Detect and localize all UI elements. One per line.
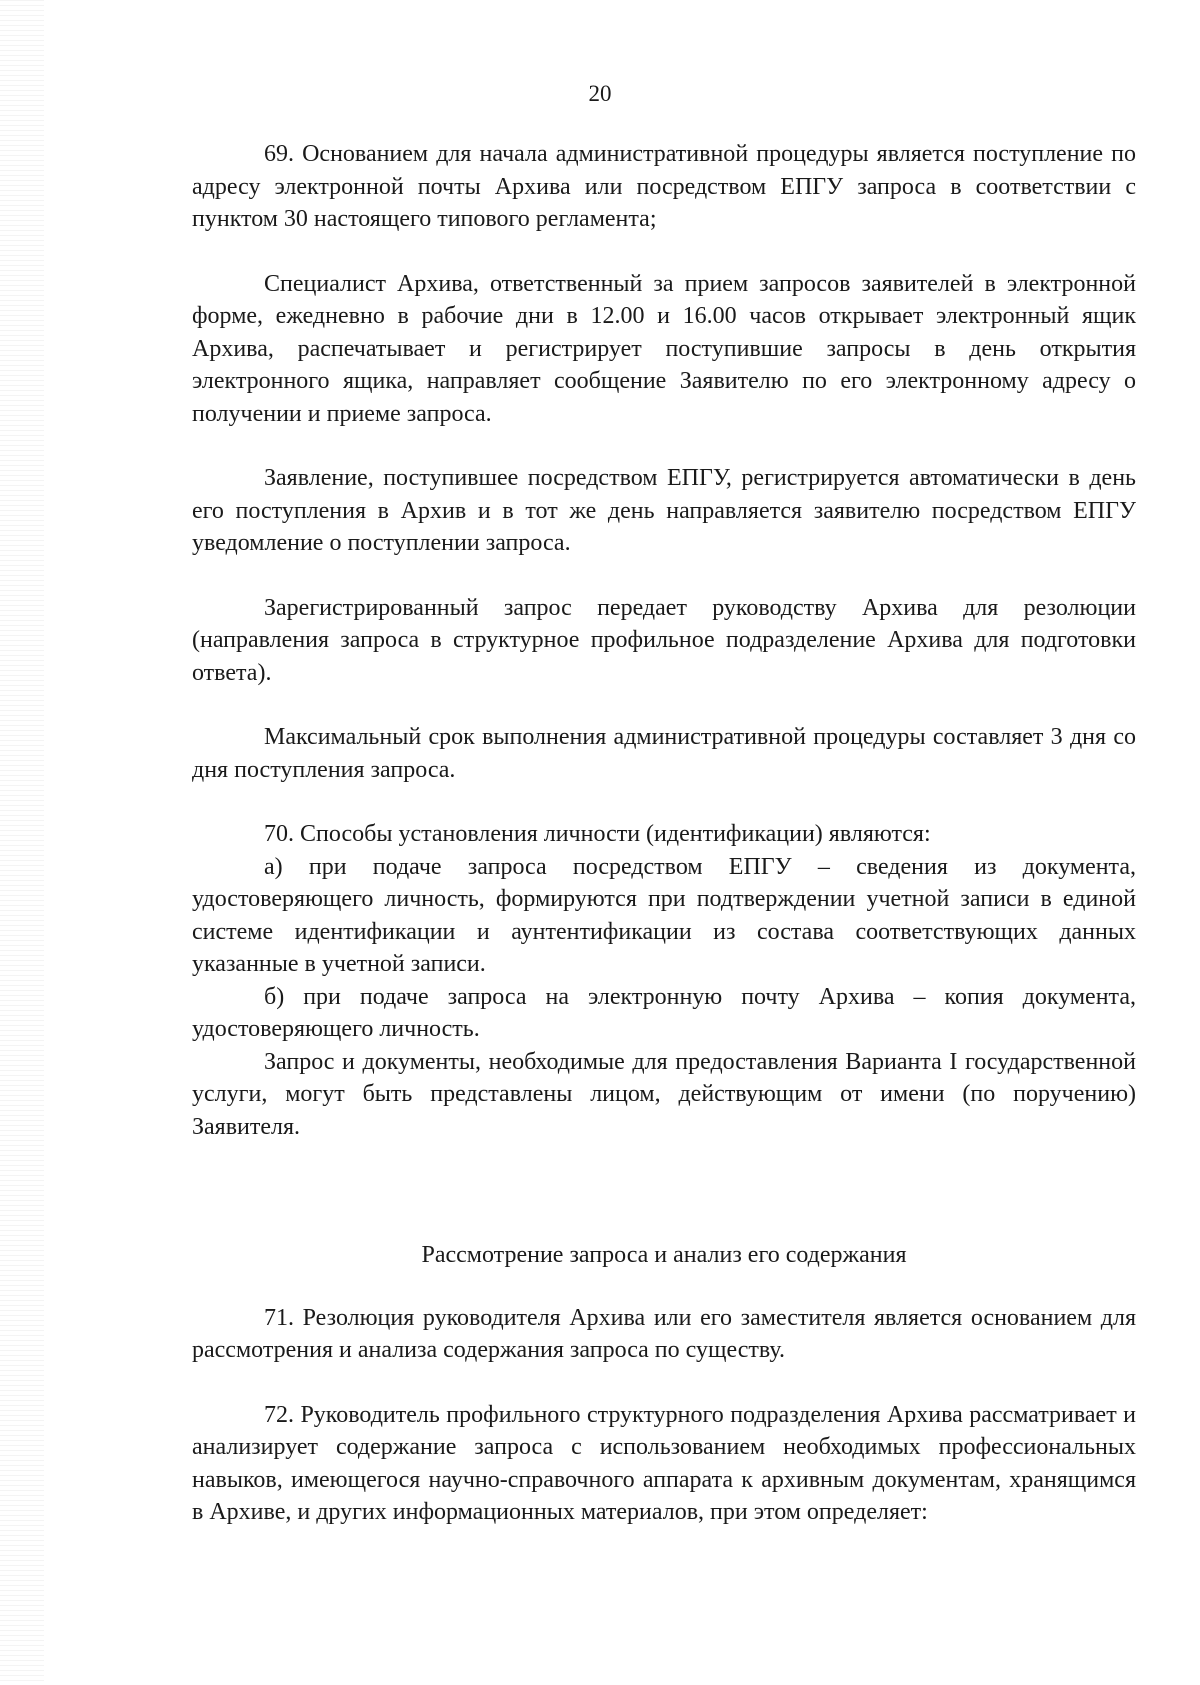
paragraph-max-term: Максимальный срок выполнения административной процедуры составляет 3 дня со дня поступления запроса. (192, 724, 1136, 783)
paragraph-72: 72. Руководитель профильного структурного подразделения Архива рассматривает и анализирует содержание запроса с использованием необходимых профессиональных навыков, имеющегося научно-справочного аппарата к архивным документам, хранящимся в Архиве, и других информационных материалов, при этом определяет: (192, 1401, 1136, 1525)
paragraph-statement: Заявление, поступившее посредством ЕПГУ, регистрируется автоматически в день его поступления в Архив и в тот же день направляется заявителю посредством ЕПГУ уведомление о поступлении запроса. (192, 465, 1136, 556)
paragraph-70b: б) при подаче запроса на электронную почту Архива – копия документа, удостоверяющего личность. (192, 983, 1136, 1042)
page-number: 20 (588, 81, 612, 106)
paragraph-71: 71. Резолюция руководителя Архива или его заместителя является основанием для рассмотрения и анализа содержания запроса по существу. (192, 1304, 1136, 1363)
scan-edge-artifact (0, 0, 44, 1685)
section-heading: Рассмотрение запроса и анализ его содержания (421, 1242, 907, 1268)
document-body (192, 138, 1136, 1529)
paragraph-70c: Запрос и документы, необходимые для предоставления Варианта I государственной услуги, могут быть представлены лицом, действующим от имени (по поручению) Заявителя. (192, 1048, 1136, 1140)
paragraph-registered: Зарегистрированный запрос передает руководству Архива для резолюции (направления запроса в структурное профильное подразделение Архива для подготовки ответа). (192, 594, 1136, 686)
paragraph-70: 70. Способы установления личности (идентификации) являются: (264, 821, 931, 847)
paragraph-70a: а) при подаче запроса посредством ЕПГУ – сведения из документа, удостоверяющего личность, формируются при подтверждении учетной записи в единой системе идентификации и аунтентификации из состава соответствующих данных указанные в учетной записи. (192, 853, 1136, 977)
paragraph-69: 69. Основанием для начала административной процедуры является поступление по адресу электронной почты Архива или посредством ЕПГУ запроса в соответствии с пунктом 30 настоящего типового регламента; (192, 141, 1136, 232)
paragraph-specialist: Специалист Архива, ответственный за прием запросов заявителей в электронной форме, ежедневно в рабочие дни в 12.00 и 16.00 часов открывает электронный ящик Архива, распечатывает и регистрирует поступившие запросы в день открытия электронного ящика, направляет сообщение Заявителю по его электронному адресу о получении и приеме запроса. (192, 270, 1136, 427)
